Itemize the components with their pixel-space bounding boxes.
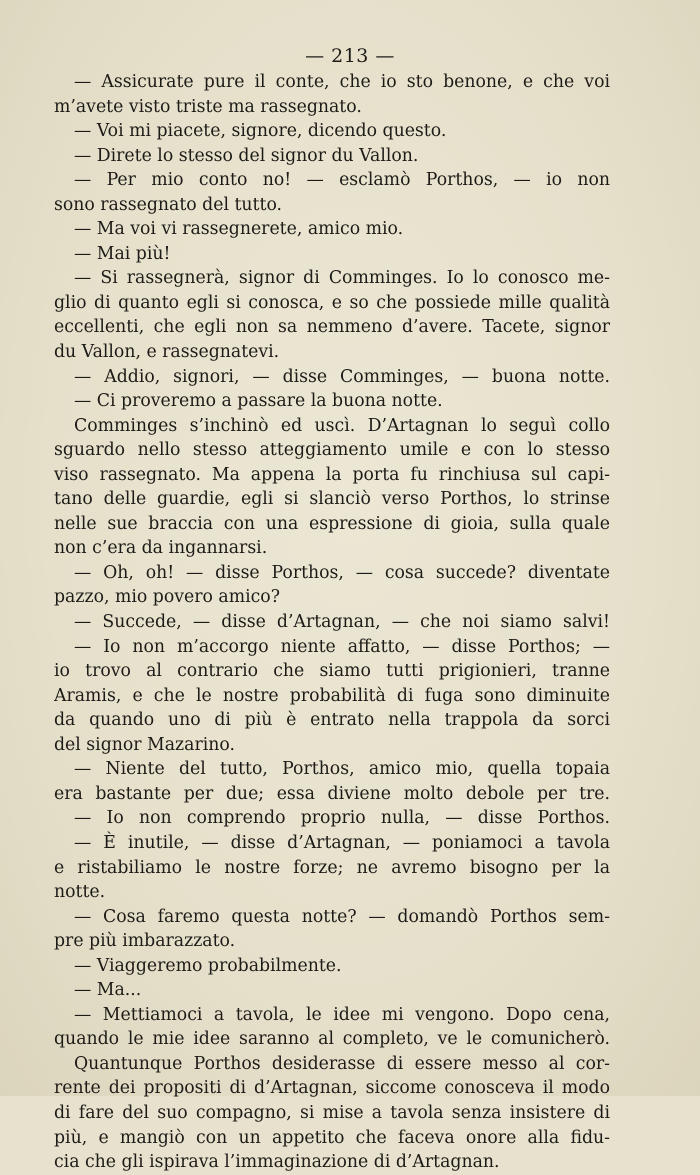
text-line: — Voi mi piacete, signore, dicendo questo. bbox=[74, 121, 447, 142]
text-line: io trovo al contrario che siamo tutti prigionieri, tranne bbox=[54, 661, 610, 682]
text-line: — Niente del tutto, Porthos, amico mio, quella topaia bbox=[74, 759, 610, 780]
text-line: — Viaggeremo probabilmente. bbox=[74, 955, 342, 976]
text-line: Quantunque Porthos desiderasse di essere messo al cor- bbox=[74, 1053, 610, 1074]
text-line: pre più imbarazzato. bbox=[54, 931, 236, 952]
text-line: — Io non m’accorgo niente affatto, — disse Porthos; — bbox=[74, 636, 610, 657]
text-line: — Mai più! bbox=[74, 243, 171, 264]
text-line: da quando uno di più è entrato nella trappola da sorci bbox=[54, 710, 610, 731]
text-line: sono rassegnato del tutto. bbox=[54, 194, 283, 215]
text-line: eccellenti, che egli non sa nemmeno d’avere. Tacete, signor bbox=[54, 317, 610, 338]
text-line: pazzo, mio povero amico? bbox=[54, 587, 280, 608]
text-line: — È inutile, — disse d’Artagnan, — poniamoci a tavola bbox=[74, 832, 610, 853]
text-line: — Oh, oh! — disse Porthos, — cosa succede? diventate bbox=[74, 562, 610, 583]
text-block bbox=[54, 70, 610, 1175]
text-line: non c’era da ingannarsi. bbox=[54, 538, 268, 559]
text-line: viso rassegnato. Ma appena la porta fu rinchiusa sul capi- bbox=[54, 464, 610, 485]
text-line: di fare del suo compagno, si mise a tavola senza insistere di bbox=[54, 1102, 610, 1123]
text-line: — Addio, signori, — disse Comminges, — buona notte. bbox=[74, 366, 610, 387]
text-line: — Si rassegnerà, signor di Comminges. Io lo conosco me- bbox=[74, 268, 610, 289]
text-line: nelle sue braccia con una espressione di gioia, sulla quale bbox=[54, 513, 610, 534]
text-line: — Ci proveremo a passare la buona notte. bbox=[74, 391, 443, 412]
text-line: sguardo nello stesso atteggiamento umile e con lo stesso bbox=[54, 440, 610, 461]
text-line: — Direte lo stesso del signor du Vallon. bbox=[74, 145, 419, 166]
text-line: più, e mangiò con un appetito che faceva onore alla fidu- bbox=[54, 1127, 610, 1148]
text-line: cia che gli ispirava l’immaginazione di d’Artagnan. bbox=[54, 1152, 500, 1173]
text-line: — Ma voi vi rassegnerete, amico mio. bbox=[74, 219, 404, 240]
text-line: notte. bbox=[54, 882, 106, 903]
text-line: — Assicurate pure il conte, che io sto benone, e che voi bbox=[74, 72, 610, 92]
text-line: du Vallon, e rassegnatevi. bbox=[54, 342, 280, 363]
text-line: — Succede, — disse d’Artagnan, — che noi siamo salvi! bbox=[74, 612, 610, 633]
text-line: — Ma... bbox=[74, 980, 142, 1001]
text-line: quando le mie idee saranno al completo, ve le comunicherò. bbox=[54, 1029, 610, 1050]
text-line: era bastante per due; essa diviene molto debole per tre. bbox=[54, 783, 610, 804]
text-line: Aramis, e che le nostre probabilità di fuga sono diminuite bbox=[54, 685, 610, 706]
text-line: e ristabiliamo le nostre forze; ne avremo bisogno per la bbox=[54, 857, 610, 878]
text-line: glio di quanto egli si conosca, e so che possiede mille qualità bbox=[54, 292, 610, 313]
text-line: — Io non comprendo proprio nulla, — disse Porthos. bbox=[74, 808, 610, 829]
text-line: — Per mio conto no! — esclamò Porthos, — io non bbox=[74, 170, 610, 191]
text-line: m’avete visto triste ma rassegnato. bbox=[54, 96, 362, 117]
text-line: rente dei propositi di d’Artagnan, siccome conosceva il modo bbox=[54, 1078, 610, 1099]
text-line: — Cosa faremo questa notte? — domandò Porthos sem- bbox=[74, 906, 610, 927]
text-line: Comminges s’inchinò ed uscì. D’Artagnan lo seguì collo bbox=[74, 415, 610, 436]
text-line: — Mettiamoci a tavola, le idee mi vengono. Dopo cena, bbox=[74, 1004, 610, 1025]
text-line: tano delle guardie, egli si slanciò verso Porthos, lo strinse bbox=[54, 489, 610, 510]
page-number: — 213 — bbox=[305, 45, 395, 67]
text-line: del signor Mazarino. bbox=[54, 734, 235, 755]
